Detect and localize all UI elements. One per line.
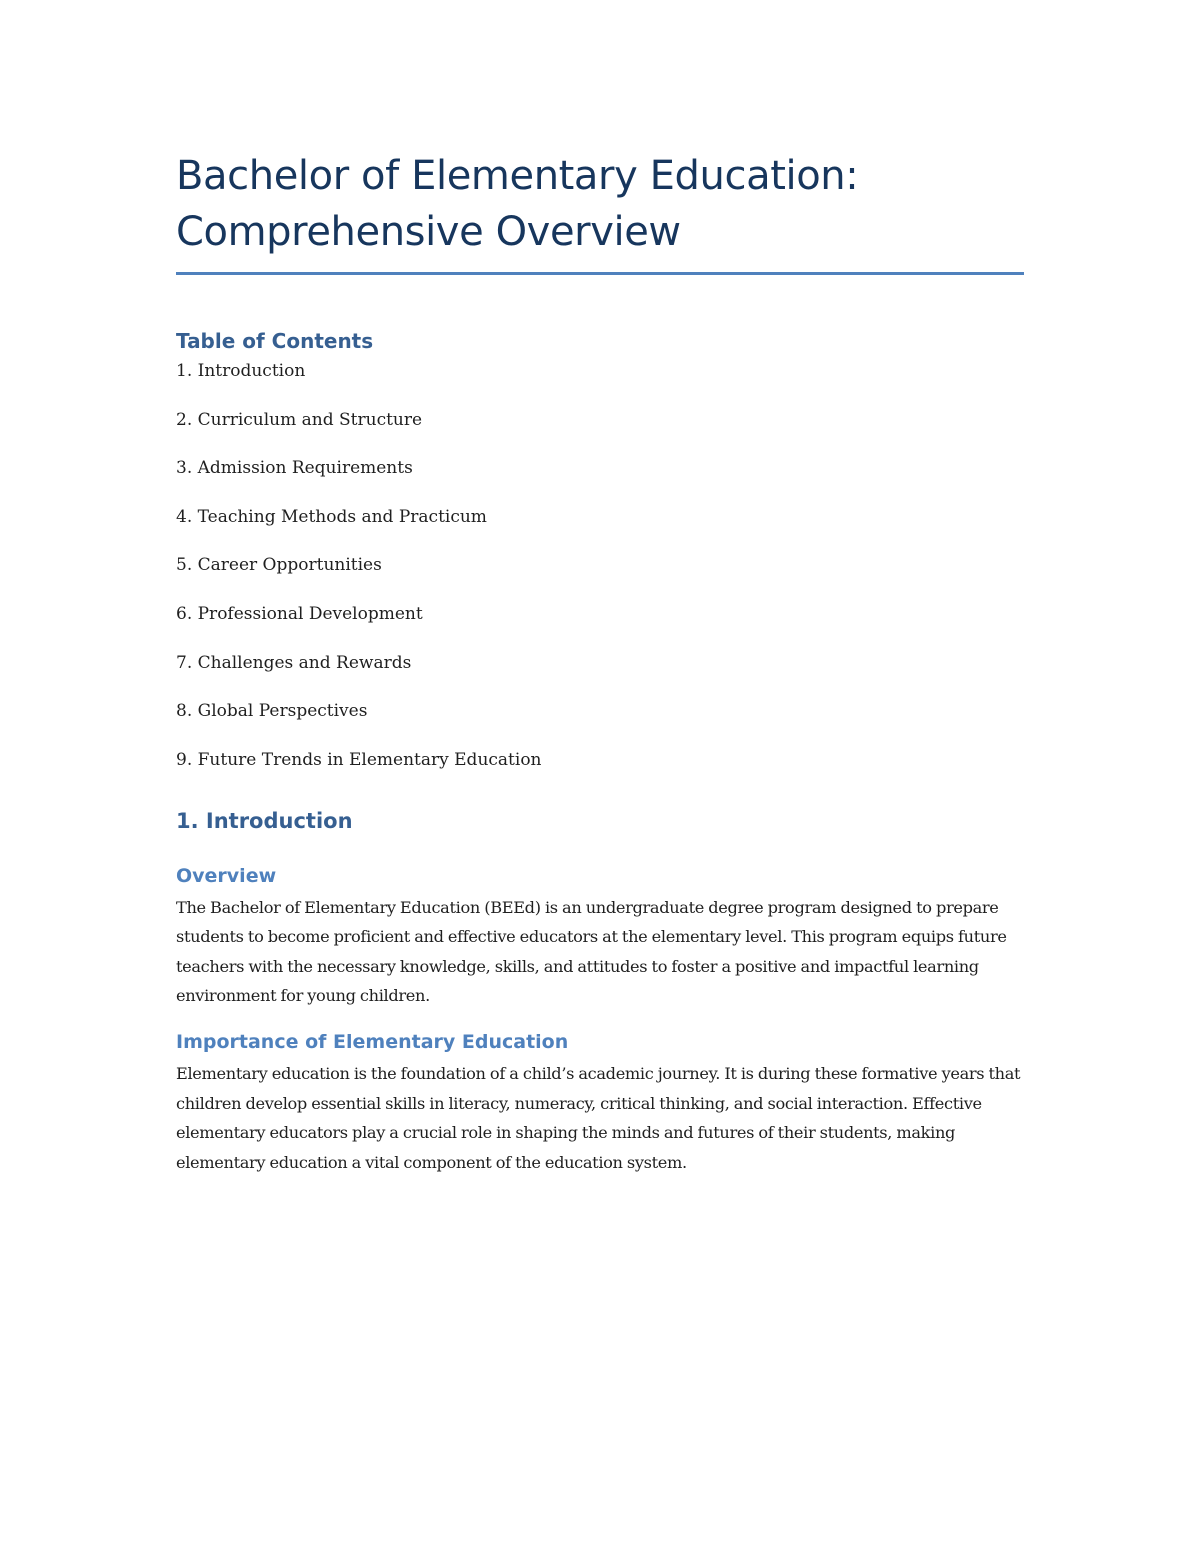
document-title [176, 148, 1024, 260]
toc-item: 5. Career Opportunities [176, 555, 382, 576]
title-divider [176, 272, 1024, 275]
document-content [176, 148, 1024, 1177]
toc-item: 7. Challenges and Rewards [176, 652, 412, 673]
importance-paragraph: Elementary education is the foundation of a child’s academic journey. It is during these formative years that children develop essential skills in literacy, numeracy, critical thinking, and social interaction. Effective elementary educators play a crucial role in shaping the minds and futures of their students, making elementary education a vital component of the education system. [176, 1064, 1021, 1172]
toc-list [176, 359, 1024, 772]
document-title-line2: Comprehensive Overview [176, 209, 681, 255]
overview-paragraph: The Bachelor of Elementary Education (BEEd) is an undergraduate degree program designed to prepare students to become proficient and effective educators at the elementary level. This program equips future teachers with the necessary knowledge, skills, and attitudes to foster a positive and impactful learning environment for young children. [176, 897, 1007, 1005]
toc-item: 2. Curriculum and Structure [176, 409, 423, 430]
toc-item: 8. Global Perspectives [176, 701, 368, 722]
toc-item: 1. Introduction [176, 361, 306, 381]
toc-item: 9. Future Trends in Elementary Education [176, 749, 542, 770]
subheading-overview: Overview [176, 864, 277, 887]
document-title-line1: Bachelor of Elementary Education: [176, 153, 859, 199]
toc-heading: Table of Contents [176, 329, 374, 353]
toc-item: 3. Admission Requirements [176, 458, 413, 479]
toc-item: 4. Teaching Methods and Practicum [176, 506, 487, 527]
toc-item: 6. Professional Development [176, 603, 423, 624]
subheading-importance: Importance of Elementary Education [176, 1031, 569, 1054]
section-heading-introduction: 1. Introduction [176, 808, 353, 833]
